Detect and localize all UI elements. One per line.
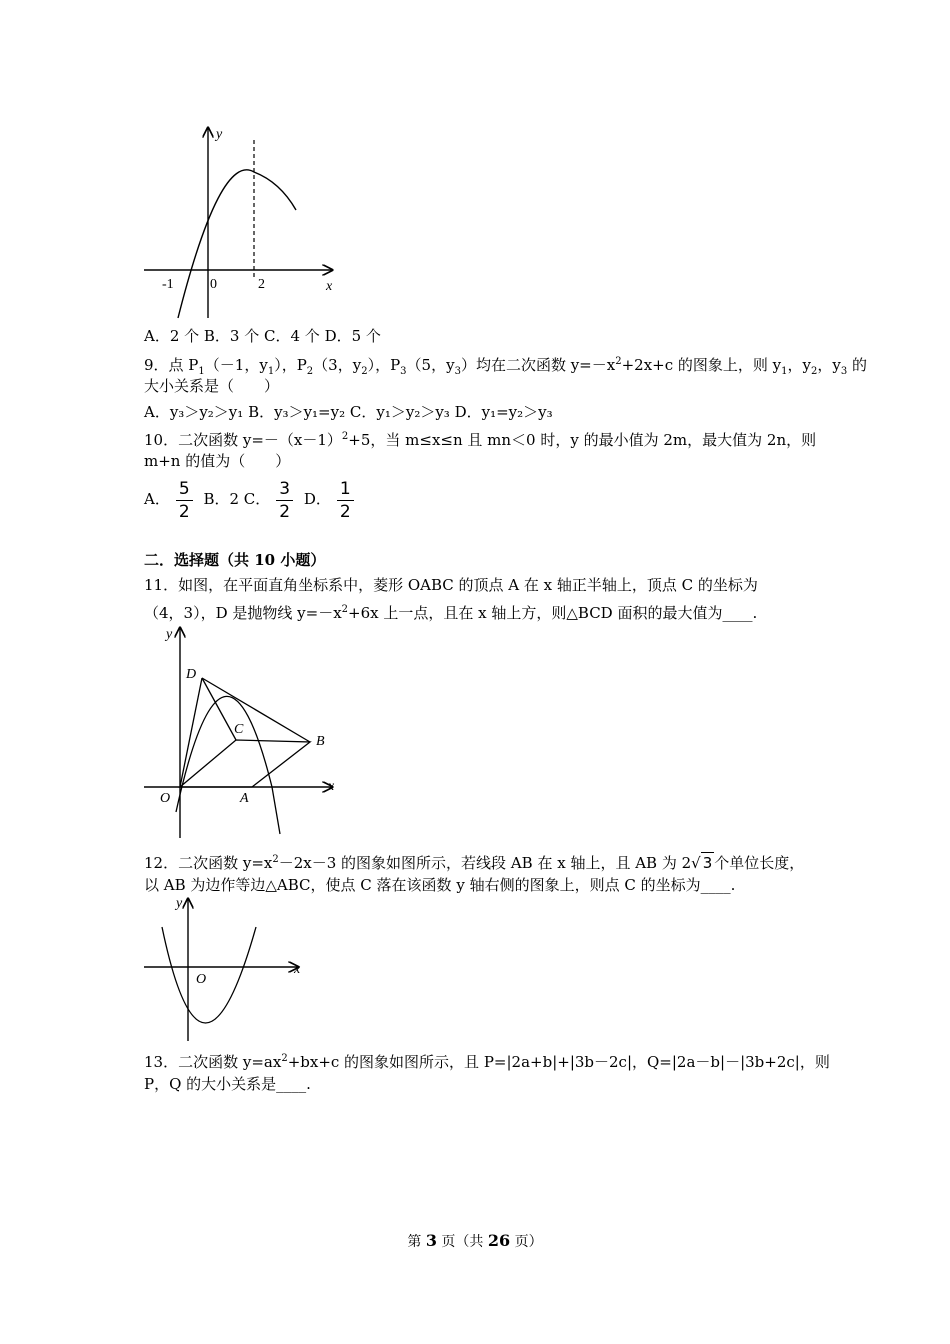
q11-line1: 11．如图，在平面直角坐标系中，菱形 OABC 的顶点 A 在 x 轴正半轴上，顶点 C 的坐标为 [144,576,758,594]
q13-line1: 13．二次函数 $y=ax^2+bx+c$ 的图象如图所示，且 P=|2a+b|+|3b－2c|，Q=|2a－b|－|3b+2c|，则 [144,1053,830,1071]
page-footer: 第 3 页（共 26 页） [407,1231,543,1250]
label-b: B [316,734,325,749]
figure-rhombus-parabola [140,622,350,840]
q10-line2: m+n 的值为（ ） [144,452,291,470]
section-2-title: 二．选择题（共 10 小题） [144,551,326,569]
parabola-curve [176,696,280,834]
fraction-1-2: $\frac{1}{2}$ [337,478,354,523]
parabola-curve [162,927,256,1023]
fraction-3-2: $\frac{3}{2}$ [276,478,293,523]
figure-parabola-2 [140,893,310,1045]
y-axis-label: y [166,627,173,642]
q8-options: A．2 个 B．3 个 C．4 个 D．5 个 [144,327,381,345]
q10-stem: 10．二次函数 $y=-(x-1)^2+5$，当 m≤x≤n 且 mn＜0 时，y 的最小值为 2m，最大值为 2n，则 [144,431,817,449]
q12-line1: 12．二次函数 $y=x^2-2x-3$ 的图象如图所示，若线段 AB 在 x 轴上，且 AB 为 2√ 3 个单位长度， [144,854,805,872]
segment-dc [202,678,236,740]
tick-2: 2 [258,277,265,292]
tick-neg1: -1 [162,277,174,292]
y-axis-label: y [216,127,223,142]
q11-line2: （4，3），D 是抛物线 $y=-x^2+6x$ 上一点，且在 x 轴上方，则△BCD 面积的最大值为____. [144,604,758,622]
q9-stem: 9．点 $P_1(-1$，$y_1$），$P_2(3$，$y_2$），$P_3(5$，$y_3$）均在二次函数 $y=-x^2+2x+c$ 的图象上，则 $y_1$，$y_2$，$y_3$ 的 [144,356,868,377]
q13-line2: P，Q 的大小关系是____. [144,1075,311,1093]
fraction-5-2: $\frac{5}{2}$ [176,478,193,523]
label-o: O [160,791,171,806]
q9-line2: 大小关系是（ ） [144,377,280,395]
label-o: O [196,972,207,987]
y-axis-label: y [176,896,183,911]
rhombus-oabc [180,740,310,787]
figure-parabola-1 [140,122,340,322]
q12-line2: 以 AB 为边作等边△ABC，使点 C 落在该函数 y 轴右侧的图象上，则点 C 的坐标为____. [144,876,736,894]
x-axis-label: x [328,779,335,794]
label-c: C [234,722,244,737]
label-d: D [186,667,197,682]
label-a: A [240,791,249,806]
parabola-curve [178,170,296,318]
q9-options: A．y₃＞y₂＞y₁ B．y₃＞y₁=y₂ C．y₁＞y₂＞y₃ D．y₁=y₂＞y₃ [144,403,553,421]
q10-options: A． $\frac{5}{2}$ B．2 C． $\frac{3}{2}$ D． $\frac{1}{2}$ [144,477,360,523]
x-axis-label: x [294,962,301,977]
tick-0: 0 [210,277,217,292]
x-axis-label: x [326,279,333,294]
